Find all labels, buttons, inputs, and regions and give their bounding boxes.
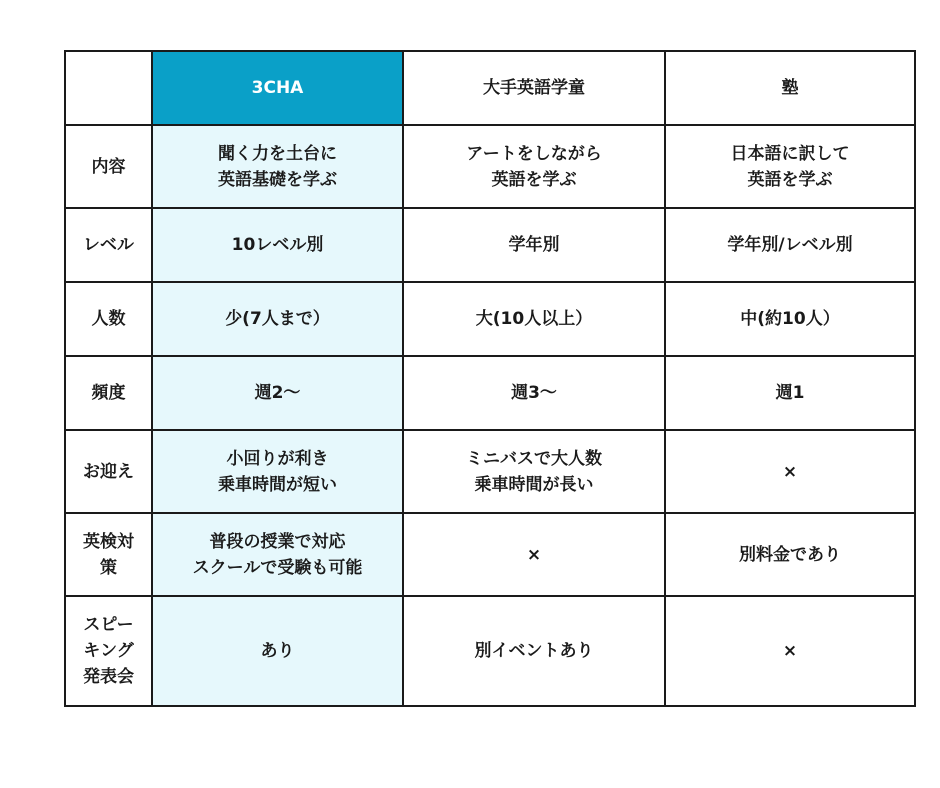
cell-large-school: 大(10人以上） [403, 282, 665, 356]
table-row-speaking-event [65, 596, 915, 706]
cell-3cha: 聞く力を土台に 英語基礎を学ぶ [152, 125, 403, 208]
row-label: 英検対 策 [65, 513, 152, 596]
cell-juku: 週1 [665, 356, 915, 430]
cell-3cha: 週2〜 [152, 356, 403, 430]
cell-large-school: 別イベントあり [403, 596, 665, 706]
cell-large-school: ミニバスで大人数 乗車時間が長い [403, 430, 665, 513]
cell-juku: × [665, 430, 915, 513]
cell-3cha: 普段の授業で対応 スクールで受験も可能 [152, 513, 403, 596]
cell-3cha: あり [152, 596, 403, 706]
cell-large-school: 学年別 [403, 208, 665, 282]
row-label: 頻度 [65, 356, 152, 430]
table-row-level [65, 208, 915, 282]
cell-juku: 別料金であり [665, 513, 915, 596]
cell-large-school: 週3〜 [403, 356, 665, 430]
cell-juku: 学年別/レベル別 [665, 208, 915, 282]
cell-juku: 中(約10人） [665, 282, 915, 356]
cell-large-school: アートをしながら 英語を学ぶ [403, 125, 665, 208]
cell-3cha: 10レベル別 [152, 208, 403, 282]
corner-cell [65, 51, 152, 125]
header-3cha: 3CHA [152, 51, 403, 125]
table-row-class-size [65, 282, 915, 356]
row-label: お迎え [65, 430, 152, 513]
header-large-school: 大手英語学童 [403, 51, 665, 125]
row-label: スピー キング 発表会 [65, 596, 152, 706]
header-juku: 塾 [665, 51, 915, 125]
cell-3cha: 少(7人まで） [152, 282, 403, 356]
row-label: 人数 [65, 282, 152, 356]
table-row-frequency [65, 356, 915, 430]
table-row-content [65, 125, 915, 208]
cell-3cha: 小回りが利き 乗車時間が短い [152, 430, 403, 513]
cell-large-school: × [403, 513, 665, 596]
row-label: レベル [65, 208, 152, 282]
cell-juku: × [665, 596, 915, 706]
header-row [65, 51, 915, 125]
comparison-table [64, 50, 916, 707]
table-row-pickup [65, 430, 915, 513]
table-row-eiken-prep [65, 513, 915, 596]
row-label: 内容 [65, 125, 152, 208]
cell-juku: 日本語に訳して 英語を学ぶ [665, 125, 915, 208]
